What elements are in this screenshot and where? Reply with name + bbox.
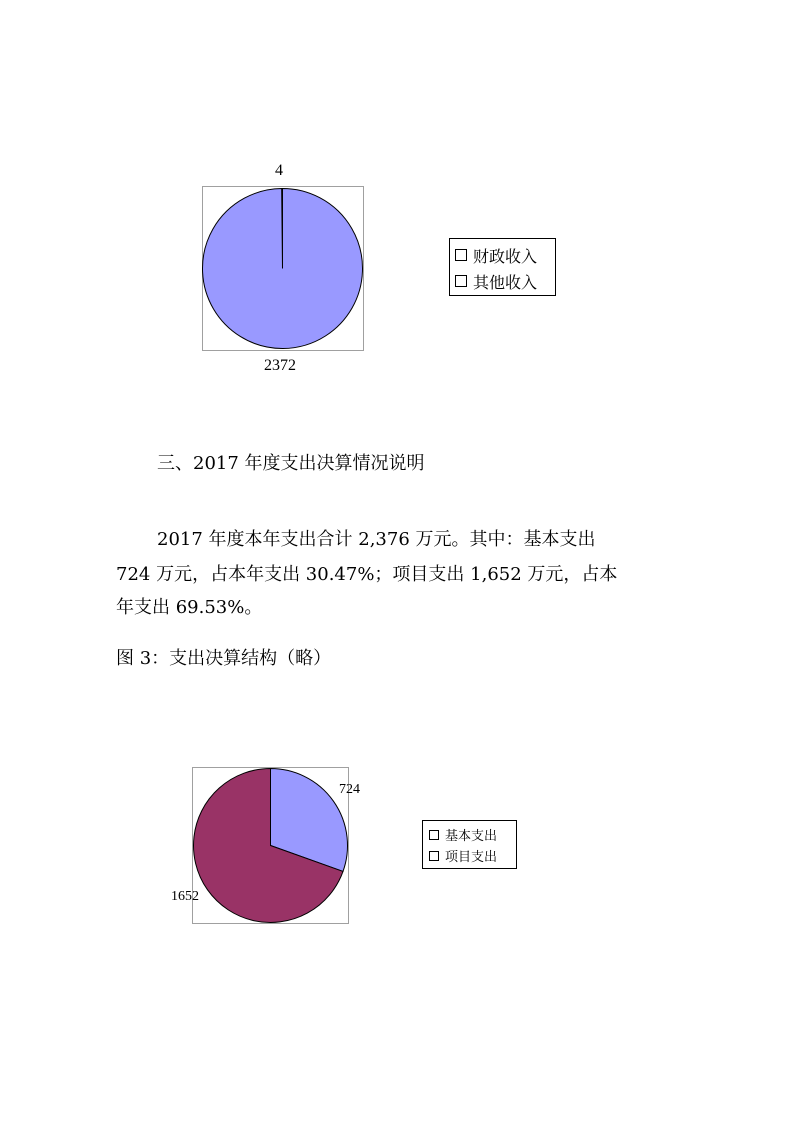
legend-item-project-expenditure <box>429 845 516 866</box>
figure-caption: 图 3：支出决算结构（略） <box>116 648 332 669</box>
pie-data-label-basic-expenditure: 724 <box>339 782 360 797</box>
legend-item-other-income <box>455 268 555 294</box>
legend-label-basic-expenditure: 基本支出 <box>445 829 498 844</box>
expenditure-chart-legend <box>422 820 517 869</box>
income-pie-chart <box>202 186 364 351</box>
legend-swatch-fiscal-income <box>455 249 467 261</box>
body-line-2: 724 万元，占本年支出 30.47%；项目支出 1,652 万元，占本 <box>116 564 618 585</box>
legend-swatch-project-expenditure <box>429 851 439 861</box>
body-line-1: 2017 年度本年支出合计 2,376 万元。其中：基本支出 <box>157 529 596 550</box>
pie-slice-fiscal-income <box>203 189 363 349</box>
legend-label-project-expenditure: 项目支出 <box>445 850 498 865</box>
legend-label-other-income: 其他收入 <box>473 272 538 292</box>
body-line-3: 年支出 69.53%。 <box>116 597 263 618</box>
legend-swatch-basic-expenditure <box>429 830 439 840</box>
legend-label-fiscal-income: 财政收入 <box>473 246 538 266</box>
income-chart-legend <box>449 238 556 296</box>
legend-item-basic-expenditure <box>429 824 516 845</box>
expenditure-pie-chart <box>192 767 349 924</box>
pie-data-label-fiscal-income: 2372 <box>264 357 296 374</box>
legend-swatch-other-income <box>455 275 467 287</box>
section-heading: 三、2017 年度支出决算情况说明 <box>157 453 425 474</box>
legend-item-fiscal-income <box>455 242 555 268</box>
pie-data-label-other-income: 4 <box>275 162 283 179</box>
pie-data-label-project-expenditure: 1652 <box>171 889 199 904</box>
